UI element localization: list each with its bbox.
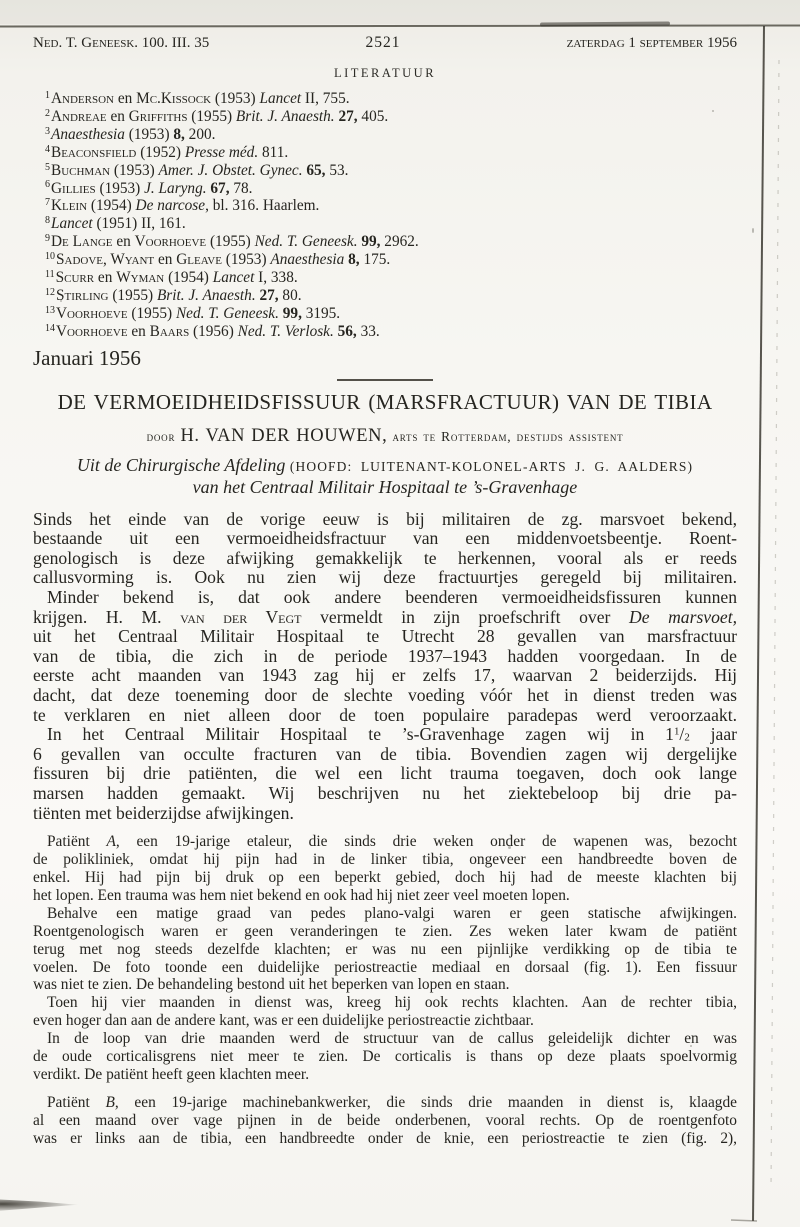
- article-body: [33, 510, 737, 1148]
- text-line: bestaande uit een vermoeidheidsfractuur van een middenvoetsbeentje. Roent-: [33, 528, 737, 549]
- running-header: [33, 34, 737, 52]
- reference-item: $^8$Lancet (1951) II, 161.: [45, 215, 186, 233]
- reference-item: $^1$Anderson en Mc.Kissock (1953) Lancet II, 755.: [45, 89, 350, 107]
- reference-item: $^6$Gillies (1953) J. Laryng. 67, 78.: [45, 179, 253, 197]
- text-line: Patiënt A, een 19-jarige etaleur, die sinds drie weken onder de wapenen was, bezocht: [47, 833, 738, 851]
- reference-item: $^{10}$Sadove, Wyant en Gleave (1953) Anaesthesia 8, 175.: [45, 251, 391, 269]
- reference-item: $^5$Buchman (1953) Amer. J. Obstet. Gynec. 65, 53.: [45, 161, 349, 179]
- body-paragraph: [33, 588, 737, 725]
- page-content: [33, 34, 737, 1148]
- body-paragraph: [33, 1094, 737, 1148]
- text-line: verdikt. De patiënt heeft geen klachten meer.: [33, 1065, 310, 1083]
- text-line: de polikliniek, omdat hij pijn had in de linker tibia, ongeveer een handbreedte boven de: [33, 851, 737, 869]
- text-line: fissuren bij drie patiënten, die wel een licht trauma toegaven, doch ook lange: [33, 763, 737, 784]
- text-line: Patiënt B, een 19-jarige machinebankwerker, die sinds drie maanden in dienst is, klaagde: [47, 1093, 737, 1111]
- scan-top-band: [0, 0, 800, 24]
- text-line: eerste acht maanden van 1943 zag hij er zelfs 17, waarvan 2 beiderzijds. Hij: [33, 665, 737, 686]
- text-line: even hoger dan aan de andere kant, was er een duidelijke periostreactie zichtbaar.: [33, 1012, 534, 1030]
- body-paragraph: [33, 994, 737, 1030]
- reference-item: $^9$De Lange en Voorhoeve (1955) Ned. T. Geneesk. 99, 2962.: [45, 233, 419, 251]
- text-line: was niet te zien. De behandeling bestond uit het beperken van lopen en staan.: [33, 976, 510, 994]
- text-line: tiënten met beiderzijdse afwijkingen.: [33, 802, 294, 823]
- text-line: In het Centraal Militair Hospitaal te ’s-Gravenhage zagen wij in $1^1/_2$ jaar: [47, 724, 738, 745]
- text-line: Toen hij vier maanden in dienst was, kreeg hij ook rechts klachten. Aan de rechter tibia,: [47, 994, 737, 1012]
- text-line: Roentgenologisch waren er geen veranderingen te zien. Zes weken later kwam de patiënt: [33, 922, 737, 940]
- reference-item: $^4$Beaconsfield (1952) Presse méd. 811.: [45, 143, 289, 161]
- header-page-number: 2521: [365, 34, 401, 51]
- affiliation-line-2: van het Centraal Militair Hospitaal te ’s-Gravenhage: [192, 477, 578, 498]
- affiliation-line-1: Uit de Chirurgische Afdeling (HOOFD: LUITENANT-KOLONEL-ARTS J. G. AALDERS): [76, 454, 694, 475]
- reference-item: $^{13}$Voorhoeve (1955) Ned. T. Geneesk. 99, 3195.: [45, 304, 341, 322]
- reference-item: $^3$Anaesthesia (1953) 8, 200.: [45, 125, 216, 143]
- text-line: Sinds het einde van de vorige eeuw is bij militairen de zg. marsvoet bekend,: [33, 508, 737, 529]
- body-paragraph: [33, 725, 737, 823]
- reference-item: $^{12}$Stirling (1955) Brit. J. Anaesth. 27, 80.: [45, 286, 302, 304]
- article-byline: door H. VAN DER HOUWEN, arts te Rotterdam, destijds assistent: [146, 425, 624, 446]
- body-paragraph: [33, 905, 737, 995]
- text-line: de oude corticalisgrens niet meer te zien. De corticalis is thans op deze plaats spoelvormig: [33, 1048, 737, 1066]
- body-paragraph: [33, 1030, 737, 1084]
- body-paragraph: [33, 510, 737, 588]
- article-affiliation: [33, 455, 737, 499]
- text-line: al een maand over vage pijnen in de beide onderbenen, vooral rechts. Op de roentgenfoto: [33, 1111, 737, 1129]
- article-title: DE VERMOEIDHEIDSFISSUUR (MARSFRACTUUR) VAN DE TIBIA: [57, 389, 713, 414]
- body-paragraph: [33, 833, 737, 905]
- text-line: genologisch is deze afwijking gemakkelijk te herkennen, vooral als er reeds: [33, 547, 737, 568]
- text-line: Minder bekend is, dat ook andere beenderen vermoeidheidsfissuren kunnen: [47, 587, 737, 608]
- date-line: Januari 1956: [33, 345, 141, 370]
- text-line: was er links aan de tibia, een handbreedte onder de knie, een periostreactie te zien (fig. 2),: [33, 1129, 737, 1147]
- reference-item: $^7$Klein (1954) De narcose, bl. 316. Haarlem.: [45, 197, 320, 215]
- text-line: Behalve een matige graad van pedes plano-valgi waren er geen statische afwijkingen.: [47, 904, 737, 922]
- section-heading-literatuur: LITERATUUR: [333, 66, 437, 80]
- reference-item: $^{14}$Voorhoeve en Baars (1956) Ned. T. Verlosk. 56, 33.: [45, 322, 380, 340]
- reference-list: [45, 90, 737, 341]
- text-line: dacht, dat deze toeneming door de slechte voeding vóór het in dienst treden was: [33, 685, 737, 706]
- text-line: voelen. De foto toonde een duidelijke periostreactie mediaal en dorsaal (fig. 1). Een fissuur: [33, 958, 737, 976]
- header-issue-date: zaterdag 1 september 1956: [566, 35, 737, 51]
- text-line: het lopen. Een trauma was hem niet bekend en ook had hij niet zeer veel moeten lopen.: [33, 886, 570, 904]
- text-line: enkel. Hij had pijn bij druk op een beperkt gebied, doch hij had de meeste klachten bij: [33, 869, 737, 886]
- scan-top-edge-blotch: [540, 22, 670, 27]
- text-line: krijgen. H. M. van der Vegt vermeldt in zijn proefschrift over De marsvoet,: [33, 606, 738, 627]
- text-line: 6 gevallen van occulte fracturen van de tibia. Bovendien zagen wij dergelijke: [33, 743, 737, 764]
- reference-item: $^{11}$Scurr en Wyman (1954) Lancet I, 338.: [45, 268, 298, 287]
- divider-rule: [337, 379, 433, 381]
- text-line: uit het Centraal Militair Hospitaal te Utrecht 28 gevallen van marsfractuur: [33, 626, 737, 647]
- text-line: callusvorming is. Ook nu zien wij deze fractuurtjes geregeld bij militairen.: [33, 567, 737, 588]
- reference-item: $^2$Andreae en Griffiths (1955) Brit. J. Anaesth. 27, 405.: [45, 107, 389, 125]
- scan-ink-smudge: [0, 1196, 78, 1212]
- text-line: te verklaren en niet alleen door de toen populaire paradepas werd veroorzaakt.: [33, 704, 737, 725]
- text-line: terug met nog steeds dezelfde klachten; er was nu een pijnlijke verdikking op de tibia te: [33, 940, 737, 958]
- header-volume-ref: Ned. T. Geneesk. 100. III. 35: [33, 35, 210, 51]
- scan-top-edge-line: [0, 24, 800, 27]
- text-line: In de loop van drie maanden werd de structuur van de callus geleidelijk dichter en was: [47, 1030, 737, 1048]
- text-line: van de tibia, die zich in de periode 1937–1943 hadden voorgedaan. In de: [33, 645, 737, 666]
- text-line: marsen hadden gemaakt. Wij beschrijven nu het ziektebeloop bij drie pa-: [33, 783, 737, 803]
